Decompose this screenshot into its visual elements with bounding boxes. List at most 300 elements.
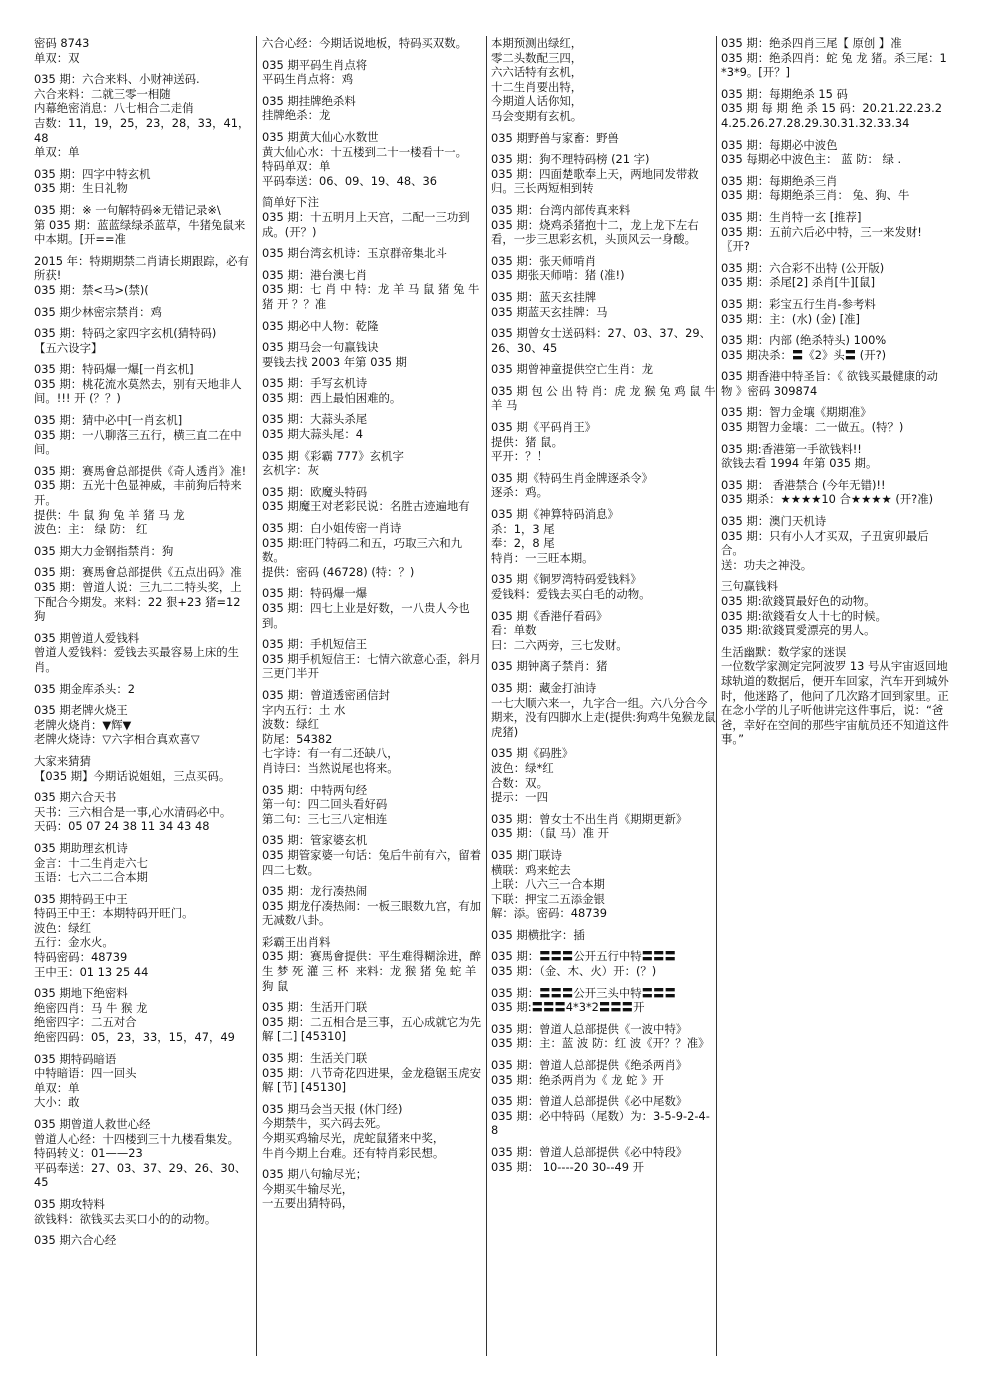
text-line: 035 期：五光十色显神威，丰前狗后特来开。 bbox=[34, 478, 242, 508]
text-line: 提供：猪 鼠。 bbox=[491, 434, 563, 449]
text-line: 第一句：四二回头看好码 bbox=[262, 797, 388, 812]
text-line: 035 期：生日礼物 bbox=[34, 181, 128, 196]
line-spacer bbox=[721, 203, 949, 210]
text-line: 035 期：主：(水) (金) [准] bbox=[721, 311, 861, 326]
text-line: 035 期:香港第一手欲钱料!! bbox=[721, 441, 862, 456]
text-line: 六合来料：二就三零一相随 bbox=[34, 86, 171, 101]
text-line: 035 期：曾道人总部提供《绝杀两肖》 bbox=[491, 1058, 688, 1073]
line-spacer bbox=[491, 145, 717, 152]
text-line: 一位数学家测定完阿波罗 13 号从宇宙返回地球轨道的数据后，便开车回家，汽车开到城外时，他迷路了，他问了几次路才回到家里。正在念小学的儿子听他讲完这件事后，说：“爸爸，幸好在空间的那些宇宙航员还不知道这件事。” bbox=[721, 659, 949, 747]
text-line: 黄大仙心水：十五楼到二十一楼看十一。 bbox=[262, 144, 468, 159]
text-line: 035 期马会一句赢钱诀 bbox=[262, 340, 379, 355]
text-line: 035 期：桃花流水莫然去，别有天地非人间。!!! 开 (？？) bbox=[34, 376, 242, 406]
text-line: 特肖：一三旺本期。 bbox=[491, 550, 594, 565]
text-line: 035 每期必中波色主： 蓝 防： 绿 . bbox=[721, 152, 902, 167]
text-line: 035 期助理玄机诗 bbox=[34, 840, 128, 855]
text-line: 035 期：※ 一句解特码※无错记录※\ bbox=[34, 202, 221, 217]
line-spacer bbox=[491, 1051, 717, 1058]
line-spacer bbox=[491, 319, 717, 326]
text-line: 曰：二六两旁，三七发财。 bbox=[491, 637, 628, 652]
text-line: 035 期：特码爆一爆 bbox=[262, 586, 368, 601]
text-line: 035 期：七 肖 中 特：龙 羊 马 鼠 猪 兔 牛 猪 开 ？？准 bbox=[262, 282, 484, 311]
text-line: 035 期特码暗语 bbox=[34, 1051, 117, 1066]
text-line: 035 期：西上最怕困难的。 bbox=[262, 390, 402, 405]
line-spacer bbox=[491, 1015, 717, 1022]
line-spacer bbox=[491, 1087, 717, 1094]
text-line: 035 期龙仔凑热闹：一板三眼数九宫，有加无减数八卦。 bbox=[262, 898, 482, 928]
text-line: 035 期：蓝天玄挂牌 bbox=[491, 289, 597, 304]
text-line: 035 期：十五明月上天宫，二配一三功到成。(开？) bbox=[262, 209, 470, 239]
line-spacer bbox=[491, 921, 717, 928]
text-line: 波色：绿红 bbox=[34, 920, 91, 935]
line-spacer bbox=[262, 51, 482, 58]
text-line: 五行：金水火。 bbox=[34, 935, 114, 950]
text-line: 035 期：藏金打油诗 bbox=[491, 680, 597, 695]
line-spacer bbox=[491, 500, 717, 507]
text-line: 035 期：曾道人总部提供《必中特段》 bbox=[491, 1145, 688, 1159]
line-spacer bbox=[34, 885, 250, 892]
text-line: 035 期：彩宝五行生肖-参考料 bbox=[721, 296, 876, 311]
text-line: 035 期：二五相合是三事，五心成就它为先解 [二] [45310] bbox=[262, 1014, 482, 1044]
text-line: 欲钱料：欲钱买去买口小的的动物。 bbox=[34, 1211, 217, 1226]
text-line: 035 期六合心经 bbox=[34, 1233, 117, 1248]
line-spacer bbox=[721, 638, 949, 645]
text-line: 035 期：四面楚歌奉上天，两地同发带救归。三长两短相到转 bbox=[491, 166, 699, 196]
text-line: 035 期： 香港禁合 (今年无错)!! bbox=[721, 477, 886, 492]
line-spacer bbox=[721, 131, 949, 138]
text-line: 035 期：管家婆玄机 bbox=[262, 833, 368, 848]
text-line: 金言：十二生肖走六七 bbox=[34, 855, 148, 870]
text-line: 合数：双。 bbox=[491, 775, 548, 790]
text-line: 035 期：大蒜头杀尾 bbox=[262, 412, 368, 427]
line-spacer bbox=[491, 355, 717, 362]
line-spacer bbox=[721, 435, 949, 442]
text-line: 035 期曾道人爱钱料 bbox=[34, 630, 140, 645]
line-spacer bbox=[491, 377, 717, 384]
text-line: 今期禁牛，买六码去死。 bbox=[262, 1116, 388, 1131]
text-line: 老牌火烧诗：▽六字相合真欢喜▽ bbox=[34, 732, 200, 747]
text-line: 035 期：四字中特玄机 bbox=[34, 166, 151, 181]
text-line: 035 期：绝杀四肖三尾【 原创 】准 bbox=[721, 36, 902, 50]
line-spacer bbox=[721, 254, 949, 261]
text-line: 035 期：手机短信王 bbox=[262, 637, 368, 652]
line-spacer bbox=[491, 283, 717, 290]
line-spacer bbox=[491, 124, 717, 131]
text-line: 035 期黄大仙心水数世 bbox=[262, 129, 379, 144]
text-line: 爱钱料：爱钱去买白毛的动物。 bbox=[491, 587, 651, 601]
line-spacer bbox=[262, 1044, 482, 1051]
text-line: 035 期：每期必中波色 bbox=[721, 137, 838, 152]
line-spacer bbox=[491, 805, 717, 812]
line-spacer bbox=[34, 1226, 250, 1233]
line-spacer bbox=[262, 514, 482, 521]
text-line: 035 期：生活开门联 bbox=[262, 1000, 368, 1015]
line-spacer bbox=[262, 681, 482, 688]
text-column-4 bbox=[721, 36, 949, 1376]
text-line: 035 期：杀尾[2] 杀肖[牛][鼠] bbox=[721, 275, 876, 290]
text-line: 035 期：生肖特一玄 [推荐] bbox=[721, 209, 862, 224]
line-spacer bbox=[491, 413, 717, 420]
text-line: 035 期《彩霸 777》玄机字 bbox=[262, 448, 404, 463]
text-line: 035 期：（鼠 马）准 开 bbox=[491, 826, 610, 841]
text-line: 老牌火烧肖：▼辉▼ bbox=[34, 717, 132, 732]
text-column-1 bbox=[34, 36, 250, 1376]
text-column-2 bbox=[262, 36, 485, 1376]
line-spacer bbox=[262, 478, 482, 485]
text-line: 035 期八句输尽光； bbox=[262, 1167, 368, 1182]
text-line: 横联：鸡来蛇去 bbox=[491, 862, 571, 877]
text-line: 035 期《特码生肖金牌逐杀令》 bbox=[491, 470, 654, 485]
line-spacer bbox=[491, 196, 717, 203]
text-line: 天书：三六相合是一事,心水清码必中。 bbox=[34, 804, 232, 819]
text-line: 035 期：赛馬會总部提供《奇人透肖》准! bbox=[34, 463, 247, 478]
line-spacer bbox=[34, 319, 250, 326]
text-line: 035 期：每期绝杀三肖： 兔、狗、牛 bbox=[721, 188, 910, 203]
text-line: 波数：绿红 bbox=[262, 717, 319, 732]
text-line: 035 期：白小姐传密一肖诗 bbox=[262, 521, 402, 536]
line-spacer bbox=[721, 398, 949, 405]
line-spacer bbox=[262, 312, 482, 319]
text-line: 035 期：一八聊落三五行，横三直二在中间。 bbox=[34, 427, 242, 457]
line-spacer bbox=[34, 1045, 250, 1052]
text-line: 今期买牛输尽光， bbox=[262, 1181, 354, 1196]
line-spacer bbox=[262, 369, 482, 376]
text-line: 生活幽默：数学家的迷误 bbox=[721, 644, 847, 659]
text-line: 035 期：欧魔头特码 bbox=[262, 484, 368, 499]
line-spacer bbox=[262, 993, 482, 1000]
line-spacer bbox=[34, 558, 250, 565]
text-line: 绝密四肖：马 牛 猴 龙 bbox=[34, 1000, 148, 1015]
text-line: 035 期智力金壤：二一做五。(特？) bbox=[721, 420, 904, 435]
line-spacer bbox=[262, 630, 482, 637]
text-line: 035 期:欲錢看女人十七的时候。 bbox=[721, 608, 887, 623]
text-line: 035 期曾女士送码料：27、03、37、29、26、30、45 bbox=[491, 326, 712, 355]
line-spacer bbox=[491, 1138, 717, 1145]
line-spacer bbox=[721, 326, 949, 333]
text-line: 字内五行：土 水 bbox=[262, 702, 346, 717]
text-line: 035 期：（金、木、火）开：(？) bbox=[491, 964, 657, 979]
text-line: 035 期门联诗 bbox=[491, 847, 562, 862]
text-line: 035 期：智力金壤《期期准》 bbox=[721, 405, 872, 420]
text-line: 三句赢钱料 bbox=[721, 579, 778, 594]
line-spacer bbox=[34, 624, 250, 631]
line-spacer bbox=[34, 406, 250, 413]
text-line: 035 期：五前六后必中特，三一来发财!〖开? bbox=[721, 224, 922, 254]
text-line: 吉数：11，19，25，23，28，33，41，48 bbox=[34, 115, 250, 145]
text-line: 王中王：01 13 25 44 bbox=[34, 964, 149, 979]
text-line: 【五六设字】 bbox=[34, 340, 103, 355]
text-line: 035 期：曾道人总部提供《一波中特》 bbox=[491, 1021, 688, 1036]
line-spacer bbox=[34, 675, 250, 682]
text-line: 035 期:旺门特码二和五，巧取三六和九数。 bbox=[262, 535, 463, 565]
text-line: 035 期少林密宗禁肖：鸡 bbox=[34, 304, 162, 319]
text-line: 035 期特码王中王 bbox=[34, 891, 128, 906]
line-spacer bbox=[262, 1095, 482, 1102]
text-line: 035 期横批字：插 bbox=[491, 927, 585, 942]
text-line: 035 期：猜中必中[一肖玄机] bbox=[34, 413, 183, 428]
text-line: 单双：双 bbox=[34, 50, 80, 65]
line-spacer bbox=[721, 471, 949, 478]
column-divider bbox=[256, 36, 257, 1356]
text-line: 零二头数配三四， bbox=[491, 50, 583, 65]
text-line: 035 期：澳门天机诗 bbox=[721, 514, 827, 529]
line-spacer bbox=[491, 247, 717, 254]
text-line: 035 期曾道人救世心经 bbox=[34, 1117, 151, 1131]
text-line: 035 期大蒜头尾：4 bbox=[262, 427, 363, 442]
text-line: 要钱去找 2003 年第 035 期 bbox=[262, 354, 407, 369]
line-spacer bbox=[34, 696, 250, 703]
text-line: 035 期杀：★★★★10 合★★★★ (开?准) bbox=[721, 492, 934, 507]
text-line: 035 期管家婆一句话：兔后牛前有六，留着四二七数。 bbox=[262, 847, 482, 877]
text-line: 035 期：曾道人总部提供《必中尾数》 bbox=[491, 1094, 688, 1109]
text-line: 绝密四码：05，23，33，15，47，49 bbox=[34, 1030, 235, 1045]
text-line: 035 期：每期绝杀 15 码 bbox=[721, 86, 848, 101]
text-line: 平开：？！ bbox=[491, 449, 548, 464]
text-line: 波色：主： 绿 防： 红 bbox=[34, 522, 148, 537]
text-line: 035 期： 10----20 30--49 开 bbox=[491, 1159, 645, 1174]
text-line: 特码转义：01——23 bbox=[34, 1146, 143, 1161]
text-line: 035 期：赛馬會总部提供《五点出码》准 bbox=[34, 565, 242, 580]
line-spacer bbox=[262, 261, 482, 268]
line-spacer bbox=[34, 65, 250, 72]
text-line: 解：添。密码：48739 bbox=[491, 906, 607, 921]
text-line: 035 期：绝杀四肖：蛇 兔 龙 猪。杀三尾：1*3*9。[开？] bbox=[721, 50, 947, 80]
text-line: 035 期 每 期 绝 杀 15 码：20.21.22.23.24.25.26.27.28.29.30.31.32.33.34 bbox=[721, 101, 943, 130]
text-line: 【035 期】今期话说姐姐，三点买码。 bbox=[34, 768, 231, 783]
text-line: 看：单数 bbox=[491, 623, 537, 638]
text-line: 上联：八六三一合本期 bbox=[491, 877, 605, 892]
text-line: 035 期：六合彩不出特 (公开版) bbox=[721, 260, 885, 275]
line-spacer bbox=[34, 457, 250, 464]
line-spacer bbox=[491, 602, 717, 609]
text-column-3 bbox=[491, 36, 720, 1376]
line-spacer bbox=[34, 537, 250, 544]
text-line: 玉语：七六二二合本期 bbox=[34, 870, 148, 885]
text-line: 035 期蓝天玄挂牌：马 bbox=[491, 304, 608, 319]
text-line: 035 期：特码之家四字玄机(猜特码) bbox=[34, 326, 217, 341]
text-line: 035 期《码胜》 bbox=[491, 746, 574, 761]
text-line: 逐杀：鸡。 bbox=[491, 485, 548, 500]
text-line: 035 期 包 公 出 特 肖：虎 龙 猴 兔 鸡 鼠 牛 羊 马 bbox=[491, 383, 720, 413]
line-spacer bbox=[262, 333, 482, 340]
text-line: 035 期曾神童提供空亡生肖：龙 bbox=[491, 362, 654, 377]
line-spacer bbox=[262, 776, 482, 783]
text-line: 035 期：曾女士不出生肖《期期更新》 bbox=[491, 811, 688, 826]
text-line: 一五要出猜特码， bbox=[262, 1196, 354, 1211]
text-line: 杀：1，3 尾 bbox=[491, 521, 555, 536]
line-spacer bbox=[34, 355, 250, 362]
text-line: 035 期：赛馬會提供：平生难得糊涂进，醉 生 梦 死 灌 三 杯 来料：龙 猴 猪 兔 蛇 羊 狗 鼠 bbox=[262, 949, 485, 993]
text-line: 奉：2，8 尾 bbox=[491, 536, 555, 551]
text-line: 2015 年：特期期禁二肖请长期跟踪，必有所获! bbox=[34, 253, 249, 283]
text-line: 035 期决杀：〓《2》头〓 (开?) bbox=[721, 347, 887, 362]
line-spacer bbox=[262, 1160, 482, 1167]
text-line: 035 期：特码爆一爆[一肖玄机] bbox=[34, 362, 194, 377]
text-line: 欲钱去看 1994 年第 035 期。 bbox=[721, 456, 878, 471]
line-spacer bbox=[721, 167, 949, 174]
line-spacer bbox=[34, 783, 250, 790]
text-line: 绝密四字：二五对合 bbox=[34, 1015, 137, 1030]
text-line: 035 期：八节奇花四进果，金龙稳锯玉虎安解 [节] [45130] bbox=[262, 1065, 482, 1095]
text-line: 035 期：曾道人说：三九二二特头奖，上下配合今期发。来料：22 狠+23 猪=12 狗 bbox=[34, 580, 245, 624]
line-spacer bbox=[262, 405, 482, 412]
text-line: 035 期:欲錢買愛漂亮的男人。 bbox=[721, 623, 876, 638]
line-spacer bbox=[34, 747, 250, 754]
text-line: 十二生肖要出特， bbox=[491, 79, 583, 94]
text-line: 035 期香港中特圣旨：《 欲钱买最健康的动物 》密码 309874 bbox=[721, 369, 938, 398]
line-spacer bbox=[34, 298, 250, 305]
text-line: 035 期：中特两句经 bbox=[262, 782, 368, 797]
line-spacer bbox=[491, 652, 717, 659]
text-line: 今期买鸡输尽光，虎蛇鼠猪来中奖， bbox=[262, 1131, 445, 1145]
text-line: 035 期必中人物：乾隆 bbox=[262, 318, 379, 333]
text-line: 035 期：绝杀两肖为《 龙 蛇 》开 bbox=[491, 1072, 664, 1087]
text-line: 035 期平码生肖点将 bbox=[262, 57, 368, 72]
text-line: 一七大顺六来一，九字合一组。六八分合今期来，没有四脚水上走(提供:狗鸡牛兔猴龙鼠虎猪) bbox=[491, 695, 716, 739]
text-line: 天码：05 07 24 38 11 34 43 48 bbox=[34, 819, 210, 834]
text-line: 防尾：54382 bbox=[262, 731, 333, 746]
text-line: 035 期钟离子禁肖：猪 bbox=[491, 659, 608, 674]
text-line: 035 期野兽与家畜：野兽 bbox=[491, 130, 619, 145]
line-spacer bbox=[491, 739, 717, 746]
line-spacer bbox=[262, 239, 482, 246]
text-line: 035 期六合天书 bbox=[34, 790, 117, 805]
text-line: 第 035 期：蓝蓝绿绿杀蓝草，牛猪兔鼠来中本期。[开==准 bbox=[34, 217, 246, 247]
text-line: 中特暗语：四一回头 bbox=[34, 1066, 137, 1081]
line-spacer bbox=[34, 196, 250, 203]
text-line: 035 期台湾玄机诗：玉京群帝集北斗 bbox=[262, 246, 447, 261]
text-line: 送：功夫之神没。 bbox=[721, 557, 813, 572]
line-spacer bbox=[491, 979, 717, 986]
text-line: 波色：绿*红 bbox=[491, 760, 554, 775]
line-spacer bbox=[262, 87, 482, 94]
line-spacer bbox=[34, 160, 250, 167]
line-spacer bbox=[34, 247, 250, 254]
text-line: 曾道人心经：十四楼到三十九楼看集发。 bbox=[34, 1131, 240, 1146]
line-spacer bbox=[491, 942, 717, 949]
line-spacer bbox=[34, 1190, 250, 1197]
text-line: 035 期：主：蓝 波 防：红 波《开？？准》 bbox=[491, 1036, 710, 1051]
text-line: 提供：牛 鼠 狗 兔 羊 猪 马 龙 bbox=[34, 507, 185, 522]
text-line: 简单好下注 bbox=[262, 195, 319, 210]
text-line: 035 期《香港仔看码》 bbox=[491, 608, 608, 623]
line-spacer bbox=[721, 507, 949, 514]
line-spacer bbox=[262, 826, 482, 833]
text-line: 大家来猜猜 bbox=[34, 753, 91, 768]
text-line: 下联：押宝二五添金银 bbox=[491, 891, 605, 906]
text-line: 035 期：台湾内部传真来料 bbox=[491, 202, 631, 217]
text-line: 035 期：烧鸡杀猪抱十二，龙上龙下左右看，一步三思彩玄机，头顶风云一身酸。 bbox=[491, 217, 699, 247]
text-line: 035 期：张天师啃肖 bbox=[491, 253, 597, 268]
text-line: 035 期：必中特码（尾数）为：3-5-9-2-4-8 bbox=[491, 1108, 710, 1138]
text-line: 今期道人话你知， bbox=[491, 94, 583, 109]
line-spacer bbox=[491, 674, 717, 681]
text-line: 035 期：禁<马>(禁)( bbox=[34, 282, 149, 297]
text-line: 特码王中王：本期特码开旺门。 bbox=[34, 906, 194, 921]
column-divider bbox=[486, 36, 487, 1356]
text-line: 035 期:〓〓〓4*3*2〓〓〓开 bbox=[491, 1000, 645, 1015]
text-line: 035 期大力金钢指禁肖：狗 bbox=[34, 543, 174, 558]
line-spacer bbox=[491, 841, 717, 848]
text-line: 035 期魔王对老彩民说：名胜古迹遍地有 bbox=[262, 499, 470, 514]
line-spacer bbox=[721, 572, 949, 579]
text-line: 牛肖今期上台难。还有特肖彩民想。 bbox=[262, 1145, 445, 1160]
line-spacer bbox=[34, 834, 250, 841]
text-line: 035 期《神算特码消息》 bbox=[491, 507, 619, 522]
text-line: 六合心经：今期话说地板，特码买双数。 bbox=[262, 36, 468, 50]
line-spacer bbox=[262, 188, 482, 195]
text-line: 035 期：手写玄机诗 bbox=[262, 376, 368, 391]
text-line: 035 期:欲錢買最好色的动物。 bbox=[721, 594, 876, 608]
text-line: 035 期：只有小人才买双，子丑寅卯最后合。 bbox=[721, 528, 929, 558]
line-spacer bbox=[262, 123, 482, 130]
line-spacer bbox=[721, 290, 949, 297]
text-line: 035 期马会当天报 (休门经) bbox=[262, 1101, 403, 1116]
text-line: 035 期挂牌绝杀料 bbox=[262, 93, 356, 108]
text-line: 035 期张天师啃：猪 (准!) bbox=[491, 268, 625, 283]
line-spacer bbox=[721, 80, 949, 87]
text-line: 035 期：六合来料、小财神送码. bbox=[34, 72, 200, 87]
text-line: 035 期手机短信王：七情六欲意心歪，斜月三更门半开 bbox=[262, 651, 482, 681]
text-line: 035 期《铜罗湾特码爱钱料》 bbox=[491, 572, 642, 587]
line-spacer bbox=[491, 464, 717, 471]
text-line: 大小：敢 bbox=[34, 1095, 80, 1110]
text-line: 提示：一四 bbox=[491, 790, 548, 805]
text-line: 035 期：龙行凑热闹 bbox=[262, 884, 368, 899]
line-spacer bbox=[262, 877, 482, 884]
text-line: 035 期：港台澳七肖 bbox=[262, 267, 368, 282]
line-spacer bbox=[721, 362, 949, 369]
text-line: 马会变期有玄机。 bbox=[491, 108, 583, 123]
line-spacer bbox=[491, 565, 717, 572]
text-line: 曾道人爱钱料：爱钱去买最容易上床的生肖。 bbox=[34, 645, 240, 674]
text-line: 平码生肖点将：鸡 bbox=[262, 72, 354, 87]
text-line: 035 期：生活关门联 bbox=[262, 1051, 368, 1066]
text-line: 单双：单 bbox=[34, 145, 80, 160]
text-line: 035 期：每期绝杀三肖 bbox=[721, 173, 838, 188]
text-line: 本期预测出绿红， bbox=[491, 36, 583, 50]
text-line: 035 期：内部 (绝杀特头) 100% bbox=[721, 333, 887, 348]
text-line: 平码奉送：27、03、37、29、26、30、45 bbox=[34, 1160, 247, 1190]
line-spacer bbox=[262, 442, 482, 449]
text-line: 肖诗曰：当然说尾也将来。 bbox=[262, 760, 399, 775]
text-line: 035 期金库杀头：2 bbox=[34, 681, 135, 696]
text-line: 内幕绝密消息：八七相合二走俏 bbox=[34, 101, 194, 116]
text-line: 035 期老牌火烧王 bbox=[34, 703, 128, 718]
text-line: 035 期：四七上业是好数，一八贵人今也到。 bbox=[262, 601, 470, 630]
text-line: 提供：密码 (46728) (特：？) bbox=[262, 564, 415, 579]
text-line: 035 期《平码肖王》 bbox=[491, 420, 597, 435]
line-spacer bbox=[262, 928, 482, 935]
text-line: 035 期攻特料 bbox=[34, 1196, 105, 1211]
text-line: 特码密码：48739 bbox=[34, 950, 128, 965]
text-line: 平码奉送：06、09、19、48、36 bbox=[262, 173, 437, 188]
text-line: 第二句：三七三八定相连 bbox=[262, 811, 388, 826]
line-spacer bbox=[34, 979, 250, 986]
text-line: 035 期：〓〓〓公开三头中特〓〓〓 bbox=[491, 985, 676, 1000]
text-line: 玄机字：灰 bbox=[262, 463, 319, 478]
text-line: 彩霸王出肖料 bbox=[262, 934, 331, 949]
line-spacer bbox=[34, 1110, 250, 1117]
text-line: 挂牌绝杀：龙 bbox=[262, 108, 331, 123]
text-line: 035 期地下绝密料 bbox=[34, 986, 128, 1001]
text-line: 六六话特有玄机， bbox=[491, 65, 583, 80]
line-spacer bbox=[262, 579, 482, 586]
text-line: 单双：单 bbox=[34, 1080, 80, 1095]
text-line: 七字诗：有一有二还缺八， bbox=[262, 746, 399, 761]
text-line: 035 期：〓〓〓公开五行中特〓〓〓 bbox=[491, 949, 676, 964]
text-line: 特码单双：单 bbox=[262, 159, 331, 174]
